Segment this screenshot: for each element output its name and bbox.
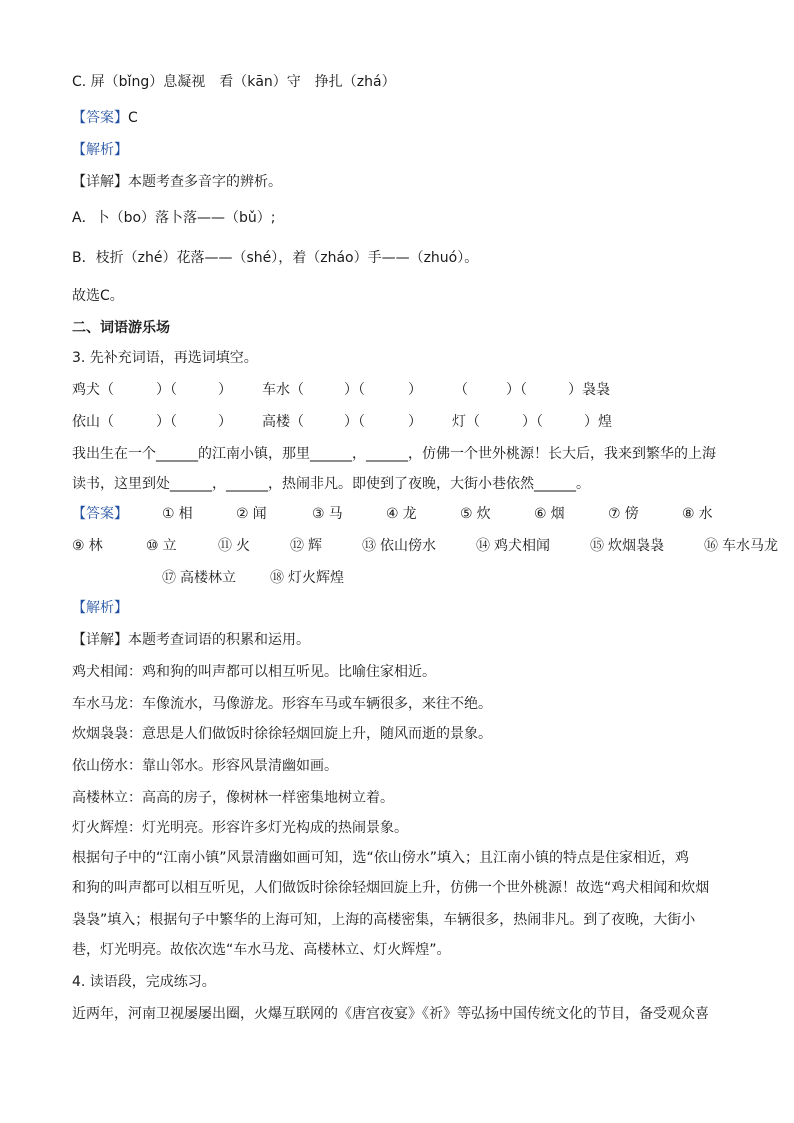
- answer-item: [270, 568, 344, 588]
- answer-number: ⑧: [682, 506, 695, 522]
- answer-number: ⑩: [146, 538, 159, 554]
- row2-cell-6: ）: [408, 414, 422, 430]
- q3-para-1: 我出生在一个______的江南小镇，那里______，______，仿佛一个世外桃源！长大后，我来到繁华的上海: [72, 446, 716, 462]
- answer-item: [476, 536, 550, 556]
- answer-item: [362, 536, 436, 556]
- answer-number: ④: [386, 506, 399, 522]
- answer-number: ⑦: [608, 506, 621, 522]
- answer-text: 火: [236, 538, 250, 554]
- row2-cell-9: ）煌: [584, 414, 612, 430]
- row2-cell-1: 依山（: [72, 414, 114, 430]
- answer-item: [146, 536, 177, 556]
- answer-item: [534, 504, 565, 524]
- q2-line-a: A．卜（bo）落卜落——（bǔ）;: [72, 210, 276, 226]
- answer-text: 依山傍水: [380, 538, 436, 554]
- answer-number: ②: [236, 506, 249, 522]
- q2-conclusion: 故选C。: [72, 288, 124, 304]
- q3-detail: [72, 630, 310, 650]
- def-line: 鸡犬相闻：鸡和狗的叫声都可以相互听见。比喻住家相近。: [72, 664, 436, 680]
- answer-item: [682, 504, 713, 524]
- row1-cell-8: ）（: [506, 382, 527, 398]
- answer-text: 相: [178, 506, 193, 522]
- answer-text: 龙: [402, 506, 417, 522]
- def-line: 灯火辉煌：灯光明亮。形容许多灯光构成的热闹景象。: [72, 820, 408, 836]
- detail-label: 【详解】: [72, 174, 128, 190]
- answer-number: ⑪: [218, 538, 232, 554]
- def-line: 依山傍水：靠山邻水。形容风景清幽如画。: [72, 758, 338, 774]
- row1-cell-2: ）（: [156, 382, 177, 398]
- answer-number: ⑭: [476, 538, 490, 554]
- answer-number: ⑬: [362, 538, 376, 554]
- q3-para-2: 读书，这里到处______，______，热闹非凡。即使到了夜晚，大街小巷依然______。: [72, 476, 590, 492]
- row2-cell-4: 高楼（: [262, 414, 304, 430]
- q2-answer: [72, 108, 138, 128]
- row2-cell-7: 灯（: [452, 414, 480, 430]
- section-title: 二、词语游乐场: [72, 320, 170, 336]
- row2-cell-5: ）（: [344, 414, 365, 430]
- answer-value: C: [128, 110, 138, 126]
- answer-text: 炊: [476, 506, 491, 522]
- row1-cell-1: 鸡犬（: [72, 382, 114, 398]
- answer-text: 马: [328, 506, 343, 522]
- answer-item: [704, 536, 778, 556]
- answer-item: [162, 568, 236, 588]
- answer-item: [218, 536, 250, 556]
- row2-cell-8: ）（: [522, 414, 543, 430]
- answer-item: [590, 536, 664, 556]
- explain-line: 巷，灯光明亮。故依次选“车水马龙、高楼林立、灯火辉煌”。: [72, 942, 451, 958]
- detail-text: 本题考查词语的积累和运用。: [128, 632, 310, 648]
- option-c: C. 屏（bǐng）息凝视 看（kān）守 挣扎（zhá）: [72, 74, 396, 90]
- explain-line: 和狗的叫声都可以相互听见，人们做饭时徐徐轻烟回旋上升，仿佛一个世外桃源！故选“鸡犬相闻和炊烟: [72, 880, 710, 896]
- answer-text: 林: [88, 538, 103, 554]
- q3-analysis-label: 【解析】: [72, 600, 128, 616]
- answer-number: ①: [162, 506, 175, 522]
- answer-item: [460, 504, 491, 524]
- answer-number: ⑮: [590, 538, 604, 554]
- row2-cell-3: ）: [218, 414, 232, 430]
- q2-line-b: B．枝折（zhé）花落——（shé），着（zháo）手——（zhuó）。: [72, 250, 479, 266]
- answer-text: 灯火辉煌: [288, 570, 344, 586]
- answer-item: [236, 504, 267, 524]
- answer-text: 水: [698, 506, 713, 522]
- answer-item: [290, 536, 322, 556]
- answer-number: ⑨: [72, 538, 85, 554]
- row1-cell-5: ）（: [344, 382, 365, 398]
- q2-analysis-label: 【解析】: [72, 142, 128, 158]
- row1-cell-6: ）: [408, 382, 422, 398]
- answer-number: ⑱: [270, 570, 284, 586]
- q2-detail: [72, 172, 282, 192]
- answer-number: ⑰: [162, 570, 176, 586]
- answer-text: 傍: [624, 506, 639, 522]
- answer-item: [162, 504, 193, 524]
- explain-line: 根据句子中的“江南小镇”风景清幽如画可知，选“依山傍水”填入；且江南小镇的特点是住家相近，鸡: [72, 850, 690, 866]
- q4-para: 近两年，河南卫视屡屡出圈，火爆互联网的《唐宫夜宴》《祈》等弘扬中国传统文化的节目，备受观众喜: [72, 1006, 709, 1022]
- answer-number: ⑥: [534, 506, 547, 522]
- row2-cell-2: ）（: [156, 414, 177, 430]
- explain-line: 袅袅”填入；根据句子中繁华的上海可知，上海的高楼密集，车辆很多，热闹非凡。到了夜晚，大街小: [72, 912, 696, 928]
- answer-text: 辉: [308, 538, 322, 554]
- answer-text: 闻: [252, 506, 267, 522]
- q4-prompt: 4. 读语段，完成练习。: [72, 974, 216, 990]
- def-line: 炊烟袅袅：意思是人们做饭时徐徐轻烟回旋上升，随风而逝的景象。: [72, 726, 492, 742]
- answer-item: [386, 504, 417, 524]
- def-line: 高楼林立：高高的房子，像树林一样密集地树立着。: [72, 790, 394, 806]
- row1-cell-3: ）: [218, 382, 232, 398]
- answer-text: 立: [162, 538, 177, 554]
- answer-item: [72, 536, 103, 556]
- detail-label: 【详解】: [72, 632, 128, 648]
- answer-item: [608, 504, 639, 524]
- answer-number: ⑯: [704, 538, 718, 554]
- answer-number: ⑫: [290, 538, 304, 554]
- detail-text: 本题考查多音字的辨析。: [128, 174, 282, 190]
- answer-text: 车水马龙: [722, 538, 778, 554]
- answer-item: [312, 504, 343, 524]
- def-line: 车水马龙：车像流水，马像游龙。形容车马或车辆很多，来往不绝。: [72, 696, 492, 712]
- answer-text: 鸡犬相闻: [494, 538, 550, 554]
- q3-prompt: 3. 先补充词语，再选词填空。: [72, 350, 258, 366]
- row1-cell-9: ）袅袅: [568, 382, 610, 398]
- answer-text: 炊烟袅袅: [608, 538, 664, 554]
- row1-cell-7: （: [454, 382, 468, 398]
- answer-text: 烟: [550, 506, 565, 522]
- answer-number: ③: [312, 506, 325, 522]
- answer-text: 高楼林立: [180, 570, 236, 586]
- answer-label: 【答案】: [72, 110, 128, 126]
- row1-cell-4: 车水（: [262, 382, 304, 398]
- answer-number: ⑤: [460, 506, 473, 522]
- q3-answer-label: 【答案】: [72, 506, 128, 522]
